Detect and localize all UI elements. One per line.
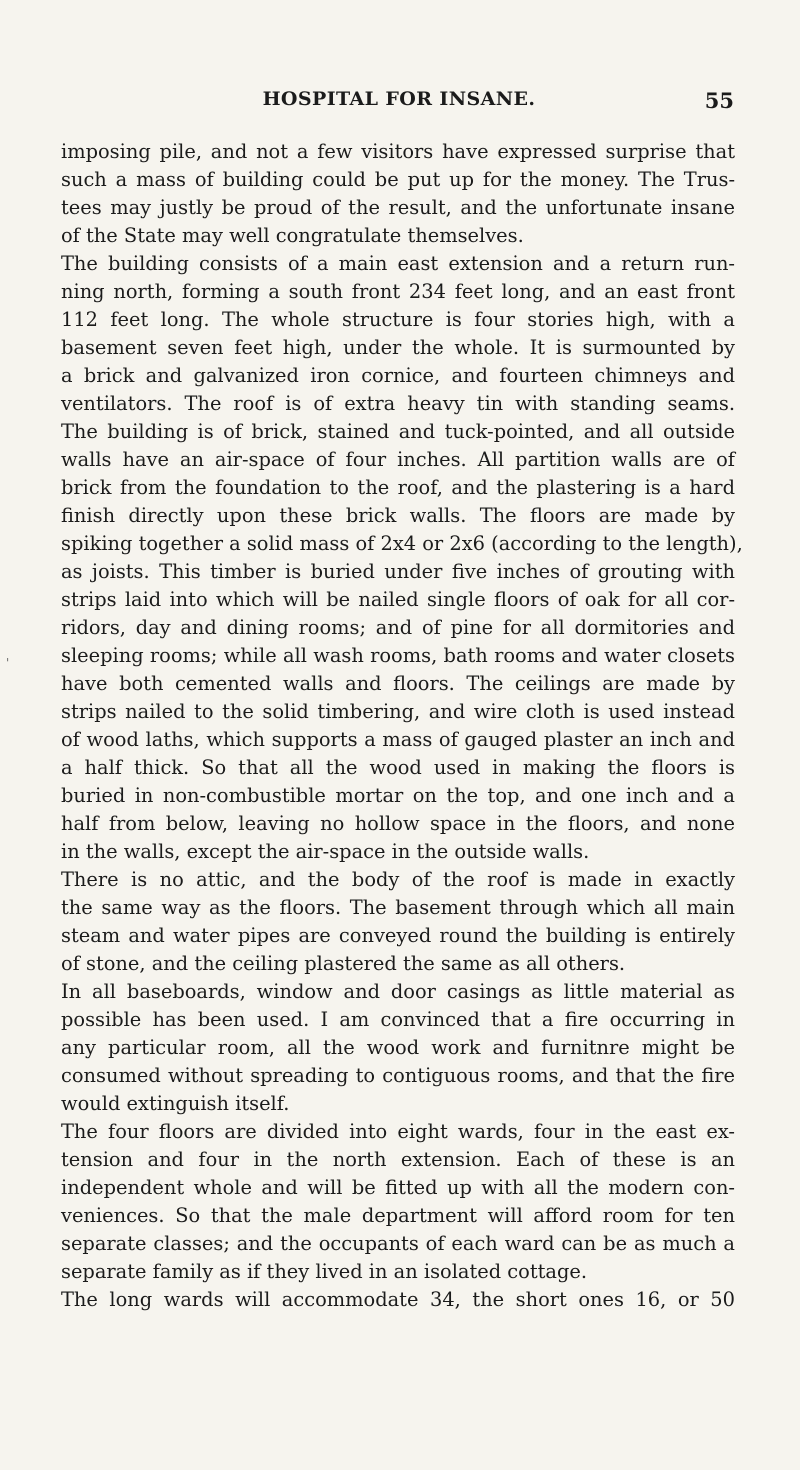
text-line: a brick and galvanized iron cornice, and fourteen chimneys and [61, 364, 735, 387]
text-line: basement seven feet high, under the whole. It is surmounted by [61, 336, 735, 359]
text-line: of the State may well congratulate themselves. [61, 224, 524, 247]
text-line: half from below, leaving no hollow space in the floors, and none [61, 812, 735, 835]
text-line: imposing pile, and not a few visitors have expressed surprise that [61, 140, 735, 163]
text-line: the same way as the floors. The basement through which all main [61, 896, 735, 919]
text-line: any particular room, all the wood work and furnitnre might be [61, 1036, 735, 1059]
text-line: The long wards will accommodate 34, the short ones 16, or 50 [61, 1288, 735, 1311]
text-line: strips laid into which will be nailed single floors of oak for all cor- [61, 588, 735, 611]
text-line: separate classes; and the occupants of each ward can be as much a [61, 1232, 735, 1255]
text-line: of stone, and the ceiling plastered the same as all others. [61, 952, 626, 975]
text-line: ventilators. The roof is of extra heavy tin with standing seams. [61, 392, 735, 415]
text-line: The building is of brick, stained and tuck-pointed, and all outside [61, 420, 735, 443]
text-line: brick from the foundation to the roof, and the plastering is a hard [61, 476, 735, 499]
page-number: 55 [704, 88, 734, 113]
text-line: finish directly upon these brick walls. The floors are made by [61, 504, 735, 527]
text-line: steam and water pipes are conveyed round the building is entirely [61, 924, 735, 947]
text-line: In all baseboards, window and door casings as little material as [61, 980, 735, 1003]
text-line: veniences. So that the male department will afford room for ten [61, 1204, 735, 1227]
text-line: buried in non-combustible mortar on the top, and one inch and a [61, 784, 735, 807]
text-line: separate family as if they lived in an isolated cottage. [61, 1260, 588, 1283]
text-line: ning north, forming a south front 234 feet long, and an east front [61, 280, 735, 303]
text-line: independent whole and will be fitted up with all the modern con- [61, 1176, 735, 1199]
text-line: tension and four in the north extension. Each of these is an [61, 1148, 735, 1171]
page-header [64, 88, 734, 118]
text-line: such a mass of building could be put up for the money. The Trus- [61, 168, 735, 191]
text-line: ridors, day and dining rooms; and of pine for all dormitories and [61, 616, 735, 639]
text-line: There is no attic, and the body of the roof is made in exactly [61, 868, 735, 891]
text-line: as joists. This timber is buried under five inches of grouting with [61, 560, 735, 583]
running-head: HOSPITAL FOR INSANE. [262, 88, 536, 110]
margin-mark: ' [6, 656, 10, 670]
text-line: spiking together a solid mass of 2x4 or 2x6 (according to the length), [61, 532, 743, 555]
text-line: would extinguish itself. [61, 1092, 290, 1115]
text-line: consumed without spreading to contiguous rooms, and that the fire [61, 1064, 735, 1087]
text-line: have both cemented walls and floors. The ceilings are made by [61, 672, 735, 695]
text-line: of wood laths, which supports a mass of gauged plaster an inch and [61, 728, 735, 751]
text-line: The building consists of a main east extension and a return run- [61, 252, 735, 275]
text-line: possible has been used. I am convinced that a fire occurring in [61, 1008, 735, 1031]
text-line: in the walls, except the air-space in the outside walls. [61, 840, 590, 863]
text-line: 112 feet long. The whole structure is four stories high, with a [61, 308, 735, 331]
text-line: strips nailed to the solid timbering, and wire cloth is used instead [61, 700, 735, 723]
text-line: walls have an air-space of four inches. All partition walls are of [61, 448, 735, 471]
text-line: sleeping rooms; while all wash rooms, bath rooms and water closets [61, 644, 735, 667]
text-line: a half thick. So that all the wood used in making the floors is [61, 756, 735, 779]
text-line: The four floors are divided into eight wards, four in the east ex- [61, 1120, 735, 1143]
text-line: tees may justly be proud of the result, and the unfortunate insane [61, 196, 735, 219]
body-text [61, 138, 743, 1314]
